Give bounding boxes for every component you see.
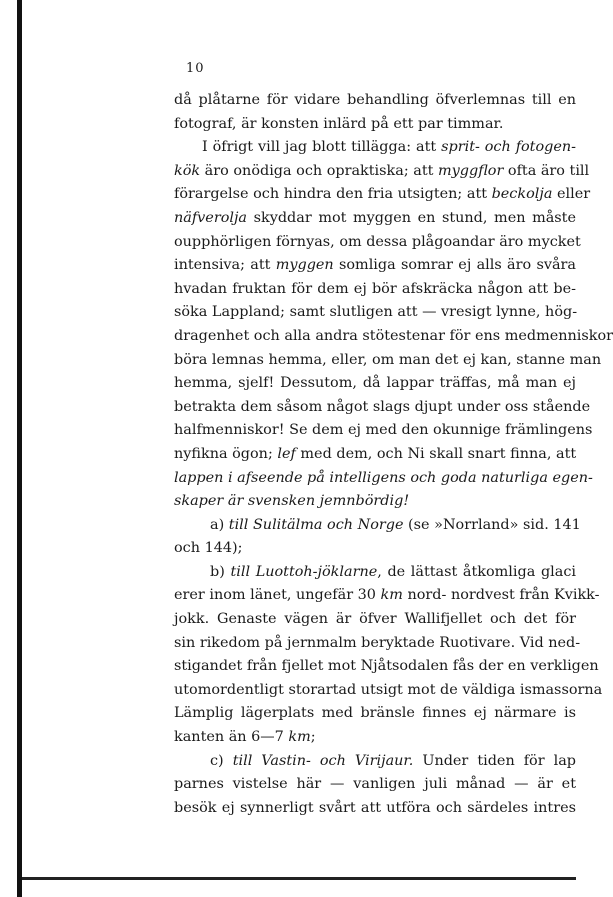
- text-line: kanten än 6—7 km;: [174, 729, 316, 746]
- text-line: b) till Luottoh-jöklarne, de lättast åtkomliga glaci: [210, 563, 576, 580]
- text-line: c) till Vastin- och Virijaur. Under tiden för lap: [210, 752, 577, 769]
- left-border-line: [17, 0, 22, 897]
- text-line: betrakta dem såsom något slags djupt under oss stående: [174, 398, 591, 415]
- text-line: dragenhet och alla andra stötestenar för ens medmenniskor: [174, 327, 613, 344]
- page-number: 10: [186, 61, 205, 76]
- text-line: näfverolja skyddar mot myggen en stund, men måste: [174, 209, 576, 226]
- text-line: utomordentligt storartad utsigt mot de väldiga ismassorna: [174, 681, 603, 698]
- text-line: parnes vistelse här — vanligen juli månad — är et: [174, 776, 576, 793]
- text-line: böra lemnas hemma, eller, om man det ej kan, stanne man: [174, 351, 602, 368]
- text-line: stigandet från fjellet mot Njåtsodalen fås der en verkligen: [174, 658, 599, 675]
- text-line: I öfrigt vill jag blott tillägga: att sprit- och fotogen-: [202, 139, 576, 156]
- text-line: då plåtarne för vidare behandling öfverlemnas till en: [174, 92, 576, 108]
- text-line: jokk. Genaste vägen är öfver Wallifjellet och det för: [174, 611, 576, 628]
- text-line: intensiva; att myggen somliga somrar ej alls äro svåra: [174, 257, 576, 274]
- text-line: förargelse och hindra den fria utsigten; att beckolja eller: [174, 186, 591, 203]
- text-line: kök äro onödiga och opraktiska; att myggflor ofta äro till: [174, 162, 590, 179]
- text-line: a) till Sulitälma och Norge (se »Norrland» sid. 141: [210, 516, 581, 533]
- text-line: Lämplig lägerplats med bränsle finnes ej närmare is: [174, 705, 576, 722]
- text-line: söka Lappland; samt slutligen att — vresigt lynne, hög-: [174, 304, 578, 321]
- text-line: hemma, sjelf! Dessutom, då lappar träffas, må man ej: [174, 375, 576, 392]
- text-line: nyfikna ögon; lef med dem, och Ni skall snart finna, att: [174, 445, 577, 462]
- text-line: fotograf, är konsten inlärd på ett par timmar.: [174, 115, 504, 132]
- text-line: besök ej synnerligt svårt att utföra och särdeles intres: [174, 799, 576, 816]
- text-line: oupphörligen förnyas, om dessa plågoandar äro mycket: [174, 233, 581, 250]
- text-line: lappen i afseende på intelligens och goda naturliga egen-: [174, 469, 593, 486]
- text-line: och 144);: [174, 540, 243, 557]
- text-line: halfmenniskor! Se dem ej med den okunnige främlingens: [174, 422, 593, 439]
- page-text: [174, 89, 613, 820]
- text-line: erer inom länet, ungefär 30 km nord- nordvest från Kvikk-: [174, 587, 600, 604]
- text-line: skaper är svensken jemnbördig!: [174, 493, 410, 510]
- text-line: sin rikedom på jernmalm beryktade Ruotivare. Vid ned-: [174, 634, 581, 651]
- bottom-border-line: [22, 877, 576, 880]
- text-line: hvadan fruktan för dem ej bör afskräcka någon att be-: [174, 280, 576, 297]
